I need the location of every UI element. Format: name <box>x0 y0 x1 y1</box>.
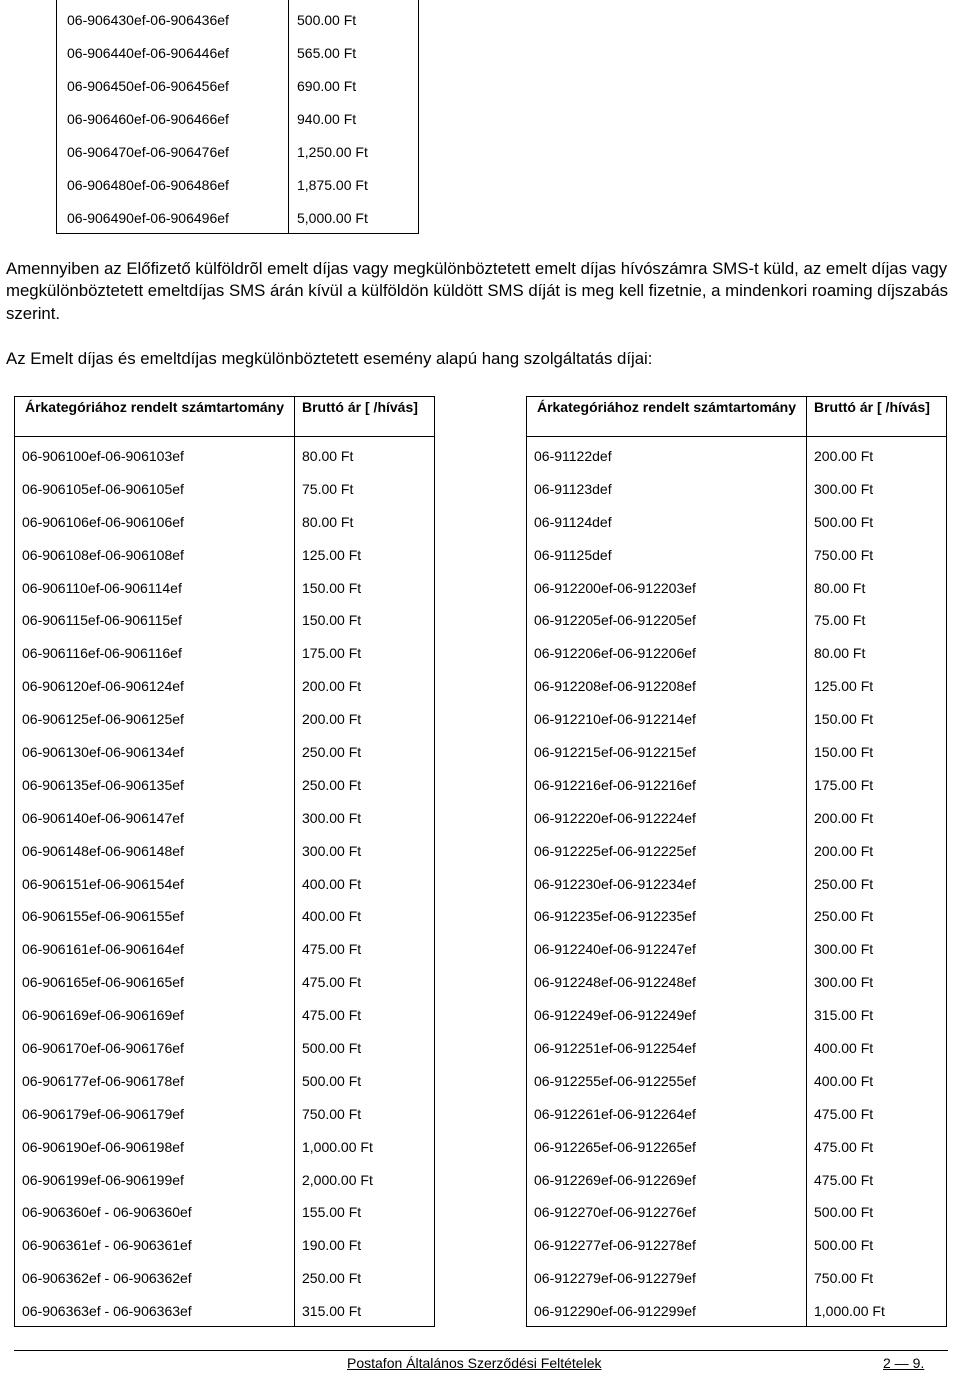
gross-price: 400.00 Ft <box>302 908 362 925</box>
number-range: 06-912290ef-06-912299ef <box>534 1303 696 1320</box>
table-header <box>15 397 434 437</box>
table-row <box>527 805 946 838</box>
number-range: 06-912200ef-06-912203ef <box>534 579 696 596</box>
table-row <box>15 542 434 575</box>
table-row <box>15 903 434 936</box>
header-range: Árkategóriához rendelt számtartomány <box>24 399 285 415</box>
gross-price: 750.00 Ft <box>302 1105 362 1122</box>
gross-price: 125.00 Ft <box>302 546 362 563</box>
page-number: 2 — 9. <box>883 1355 925 1371</box>
number-range: 06-906165ef-06-906165ef <box>22 974 184 991</box>
gross-price: 940.00 Ft <box>297 111 357 127</box>
table-row <box>15 772 434 805</box>
number-range: 06-91124def <box>534 513 612 530</box>
table-row <box>527 640 946 673</box>
gross-price: 2,000.00 Ft <box>302 1171 373 1188</box>
table-row <box>15 1232 434 1265</box>
gross-price: 690.00 Ft <box>297 78 357 94</box>
gross-price: 80.00 Ft <box>814 579 866 596</box>
table-row <box>527 706 946 739</box>
table-row <box>15 1199 434 1232</box>
gross-price: 300.00 Ft <box>814 480 874 497</box>
number-range: 06-906190ef-06-906198ef <box>22 1138 184 1155</box>
gross-price: 175.00 Ft <box>814 776 874 793</box>
table-row <box>15 871 434 904</box>
table-row <box>527 739 946 772</box>
price-table-right <box>526 396 947 1327</box>
table-row <box>15 1167 434 1200</box>
number-range: 06-912216ef-06-912216ef <box>534 776 696 793</box>
number-range: 06-906362ef - 06-906362ef <box>22 1270 192 1287</box>
table-row <box>527 1298 946 1331</box>
table-row <box>15 1002 434 1035</box>
gross-price: 250.00 Ft <box>302 776 362 793</box>
number-range: 06-906108ef-06-906108ef <box>22 546 184 563</box>
table-row <box>15 476 434 509</box>
table-row <box>15 1298 434 1331</box>
number-range: 06-906460ef-06-906466ef <box>67 111 229 127</box>
gross-price: 250.00 Ft <box>814 875 874 892</box>
number-range: 06-912265ef-06-912265ef <box>534 1138 696 1155</box>
gross-price: 300.00 Ft <box>302 809 362 826</box>
gross-price: 475.00 Ft <box>302 941 362 958</box>
number-range: 06-906363ef - 06-906363ef <box>22 1303 192 1320</box>
number-range: 06-912277ef-06-912278ef <box>534 1237 696 1254</box>
gross-price: 150.00 Ft <box>814 711 874 728</box>
gross-price: 475.00 Ft <box>814 1171 874 1188</box>
table-body <box>527 443 946 1331</box>
number-range: 06-906440ef-06-906446ef <box>67 45 229 61</box>
table-row <box>527 1167 946 1200</box>
number-range: 06-906125ef-06-906125ef <box>22 711 184 728</box>
table-row <box>527 443 946 476</box>
gross-price: 5,000.00 Ft <box>297 210 368 226</box>
gross-price: 475.00 Ft <box>814 1105 874 1122</box>
section-heading: Az Emelt díjas és emeltdíjas megkülönböztetett esemény alapú hang szolgáltatás díjai: <box>6 349 653 368</box>
gross-price: 125.00 Ft <box>814 678 874 695</box>
gross-price: 200.00 Ft <box>814 448 874 464</box>
table-row <box>527 936 946 969</box>
number-range: 06-912261ef-06-912264ef <box>534 1105 696 1122</box>
gross-price: 80.00 Ft <box>302 513 354 530</box>
table-header <box>527 397 946 437</box>
table-row <box>527 476 946 509</box>
gross-price: 75.00 Ft <box>302 480 354 497</box>
number-range: 06-906199ef-06-906199ef <box>22 1171 184 1188</box>
table-row <box>57 70 418 103</box>
number-range: 06-906110ef-06-906114ef <box>22 579 182 596</box>
number-range: 06-906490ef-06-906496ef <box>67 210 229 226</box>
table-row <box>57 37 418 70</box>
gross-price: 75.00 Ft <box>814 612 866 629</box>
header-price: Bruttó ár [ /hívás] <box>814 399 930 415</box>
gross-price: 1,875.00 Ft <box>297 177 368 193</box>
number-range: 06-91122def <box>534 448 612 464</box>
gross-price: 475.00 Ft <box>302 974 362 991</box>
table-row <box>527 1035 946 1068</box>
gross-price: 250.00 Ft <box>302 1270 362 1287</box>
table-row <box>527 607 946 640</box>
gross-price: 300.00 Ft <box>814 974 874 991</box>
gross-price: 155.00 Ft <box>302 1204 362 1221</box>
table-row <box>527 575 946 608</box>
gross-price: 500.00 Ft <box>302 1040 362 1057</box>
number-range: 06-906170ef-06-906176ef <box>22 1040 184 1057</box>
gross-price: 565.00 Ft <box>297 45 357 61</box>
gross-price: 200.00 Ft <box>814 809 874 826</box>
roaming-sms-notice: Amennyiben az Előfizető külföldrõl emelt díjas vagy megkülönböztetett emelt díjas hívószámra SMS-t küld, az emelt díjas vagy megkülönböztetett emeltdíjas SMS árán kívül a külföldön küldött SMS díját is meg kell fizetnie, a mindenkori roaming díjszabás szerint. <box>6 259 949 323</box>
gross-price: 750.00 Ft <box>814 546 874 563</box>
table-row <box>15 1265 434 1298</box>
table-row <box>527 1068 946 1101</box>
number-range: 06-912225ef-06-912225ef <box>534 842 696 859</box>
table-row <box>15 739 434 772</box>
number-range: 06-906361ef - 06-906361ef <box>22 1237 192 1254</box>
number-range: 06-906360ef - 06-906360ef <box>22 1204 192 1221</box>
number-range: 06-912240ef-06-912247ef <box>534 941 696 958</box>
number-range: 06-912251ef-06-912254ef <box>534 1040 696 1057</box>
number-range: 06-912255ef-06-912255ef <box>534 1072 696 1089</box>
table-row <box>15 1134 434 1167</box>
number-range: 06-91125def <box>534 546 612 563</box>
number-range: 06-912235ef-06-912235ef <box>534 908 696 925</box>
table-row <box>57 4 418 37</box>
table-row <box>15 1068 434 1101</box>
number-range: 06-906179ef-06-906179ef <box>22 1105 184 1122</box>
footer-title: Postafon Általános Szerződési Feltételek <box>347 1355 602 1371</box>
gross-price: 190.00 Ft <box>302 1237 362 1254</box>
gross-price: 200.00 Ft <box>302 711 362 728</box>
table-row <box>15 673 434 706</box>
gross-price: 500.00 Ft <box>814 1237 874 1254</box>
number-range: 06-91123def <box>534 480 612 497</box>
table-row <box>527 969 946 1002</box>
gross-price: 150.00 Ft <box>302 612 362 629</box>
gross-price: 200.00 Ft <box>302 678 362 695</box>
table-row <box>15 1035 434 1068</box>
number-range: 06-906430ef-06-906436ef <box>67 12 229 28</box>
table-row <box>527 1232 946 1265</box>
table-row <box>15 640 434 673</box>
number-range: 06-906151ef-06-906154ef <box>22 875 184 892</box>
gross-price: 315.00 Ft <box>302 1303 362 1320</box>
table-body <box>15 443 434 1331</box>
number-range: 06-906100ef-06-906103ef <box>22 448 184 464</box>
gross-price: 1,000.00 Ft <box>302 1138 373 1155</box>
number-range: 06-912279ef-06-912279ef <box>534 1270 696 1287</box>
number-range: 06-906106ef-06-906106ef <box>22 513 184 530</box>
number-range: 06-912220ef-06-912224ef <box>534 809 696 826</box>
number-range: 06-906169ef-06-906169ef <box>22 1007 184 1024</box>
number-range: 06-906480ef-06-906486ef <box>67 177 229 193</box>
gross-price: 150.00 Ft <box>814 744 874 761</box>
number-range: 06-912215ef-06-912215ef <box>534 744 696 761</box>
number-range: 06-912249ef-06-912249ef <box>534 1007 696 1024</box>
number-range: 06-906130ef-06-906134ef <box>22 744 184 761</box>
number-range: 06-912210ef-06-912214ef <box>534 711 696 728</box>
gross-price: 475.00 Ft <box>814 1138 874 1155</box>
number-range: 06-906161ef-06-906164ef <box>22 941 184 958</box>
number-range: 06-906116ef-06-906116ef <box>22 645 182 662</box>
table-row <box>57 169 418 202</box>
table-row <box>15 969 434 1002</box>
table-row <box>527 1199 946 1232</box>
table-row <box>527 542 946 575</box>
gross-price: 400.00 Ft <box>814 1040 874 1057</box>
gross-price: 80.00 Ft <box>814 645 866 662</box>
table-row <box>527 1101 946 1134</box>
gross-price: 200.00 Ft <box>814 842 874 859</box>
gross-price: 475.00 Ft <box>302 1007 362 1024</box>
number-range: 06-912206ef-06-912206ef <box>534 645 696 662</box>
gross-price: 500.00 Ft <box>814 513 874 530</box>
price-table-left <box>14 396 435 1327</box>
gross-price: 500.00 Ft <box>297 12 357 28</box>
number-range: 06-906120ef-06-906124ef <box>22 678 184 695</box>
table-row <box>527 1002 946 1035</box>
table-row <box>527 772 946 805</box>
number-range: 06-906105ef-06-906105ef <box>22 480 184 497</box>
gross-price: 500.00 Ft <box>814 1204 874 1221</box>
gross-price: 300.00 Ft <box>302 842 362 859</box>
footer-rule <box>14 1350 948 1351</box>
table-row <box>527 673 946 706</box>
table-row <box>15 936 434 969</box>
table-row <box>527 871 946 904</box>
table-row <box>15 607 434 640</box>
number-range: 06-906470ef-06-906476ef <box>67 144 229 160</box>
table-row <box>15 575 434 608</box>
number-range: 06-906450ef-06-906456ef <box>67 78 229 94</box>
table-row <box>57 202 418 235</box>
gross-price: 400.00 Ft <box>302 875 362 892</box>
number-range: 06-912270ef-06-912276ef <box>534 1204 696 1221</box>
number-range: 06-906115ef-06-906115ef <box>22 612 182 629</box>
gross-price: 300.00 Ft <box>814 941 874 958</box>
gross-price: 150.00 Ft <box>302 579 362 596</box>
table-row <box>15 1101 434 1134</box>
number-range: 06-906155ef-06-906155ef <box>22 908 184 925</box>
number-range: 06-912230ef-06-912234ef <box>534 875 696 892</box>
header-price: Bruttó ár [ /hívás] <box>302 399 418 415</box>
number-range: 06-912269ef-06-912269ef <box>534 1171 696 1188</box>
gross-price: 500.00 Ft <box>302 1072 362 1089</box>
table-row <box>15 706 434 739</box>
number-range: 06-906148ef-06-906148ef <box>22 842 184 859</box>
gross-price: 250.00 Ft <box>814 908 874 925</box>
gross-price: 1,000.00 Ft <box>814 1303 885 1320</box>
gross-price: 400.00 Ft <box>814 1072 874 1089</box>
number-range: 06-906135ef-06-906135ef <box>22 776 184 793</box>
gross-price: 750.00 Ft <box>814 1270 874 1287</box>
number-range: 06-906140ef-06-906147ef <box>22 809 184 826</box>
gross-price: 315.00 Ft <box>814 1007 874 1024</box>
table-row <box>527 903 946 936</box>
gross-price: 250.00 Ft <box>302 744 362 761</box>
table-row <box>57 103 418 136</box>
gross-price: 80.00 Ft <box>302 448 354 464</box>
table-row <box>527 1265 946 1298</box>
gross-price: 175.00 Ft <box>302 645 362 662</box>
table-row <box>527 1134 946 1167</box>
gross-price: 1,250.00 Ft <box>297 144 368 160</box>
header-range: Árkategóriához rendelt számtartomány <box>536 399 797 415</box>
table-row <box>57 136 418 169</box>
number-range: 06-912205ef-06-912205ef <box>534 612 696 629</box>
number-range: 06-906177ef-06-906178ef <box>22 1072 184 1089</box>
table-row <box>527 838 946 871</box>
number-range: 06-912208ef-06-912208ef <box>534 678 696 695</box>
table-row <box>15 838 434 871</box>
number-range: 06-912248ef-06-912248ef <box>534 974 696 991</box>
table-row <box>15 805 434 838</box>
table-row <box>15 443 434 476</box>
table-row <box>527 509 946 542</box>
table-row <box>15 509 434 542</box>
price-table-continued <box>56 0 419 234</box>
